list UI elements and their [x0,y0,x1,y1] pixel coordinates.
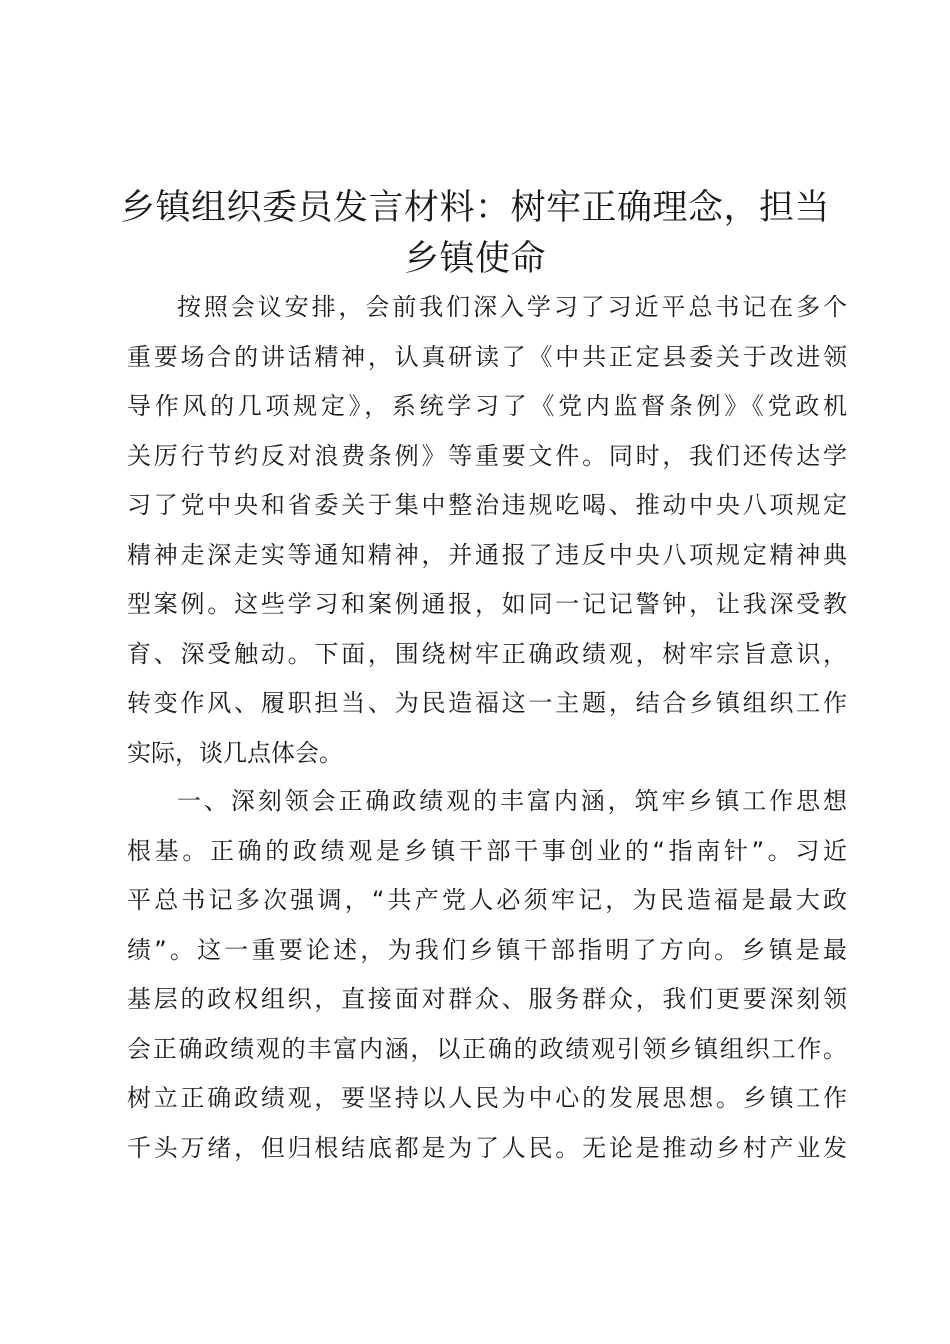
text-line: 重要场合的讲话精神，认真研读了《中共正定县委关于改进领 [127,342,847,371]
text-line: 会正确政绩观的丰富内涵，以正确的政绩观引领乡镇组织工作。 [127,1034,847,1063]
text-line: 基层的政权组织，直接面对群众、服务群众，我们更要深刻领 [127,985,847,1013]
title-line: 乡镇使命 [403,239,546,279]
text-line: 根基。正确的政绩观是乡镇干部干事创业的“指南针”。习近 [127,836,847,865]
text-line: 树立正确政绩观，要坚持以人民为中心的发展思想。乡镇工作 [127,1084,847,1112]
text-line: 一、深刻领会正确政绩观的丰富内涵，筑牢乡镇工作思想 [177,787,847,815]
text-line: 育、深受触动。下面，围绕树牢正确政绩观，树牢宗旨意识， [127,639,847,668]
paragraph-intro [127,283,847,778]
text-line: 习了党中央和省委关于集中整治违规吃喝、推动中央八项规定 [127,491,847,519]
text-line: 精神走深走实等通知精神，并通报了违反中央八项规定精神典 [127,540,847,569]
paragraph-section-one [127,777,847,1173]
text-line: 关厉行节约反对浪费条例》等重要文件。同时，我们还传达学 [127,441,847,470]
text-line: 绩”。这一重要论述，为我们乡镇干部指明了方向。乡镇是最 [127,935,847,964]
text-line: 实际，谈几点体会。 [127,738,343,767]
document-title [100,183,850,285]
text-line: 千头万绪，但归根结底都是为了人民。无论是推动乡村产业发 [127,1133,847,1162]
text-line: 型案例。这些学习和案例通报，如同一记记警钟，让我深受教 [127,590,847,618]
text-line: 导作风的几项规定》，系统学习了《党内监督条例》《党政机 [127,392,847,420]
text-line: 按照会议安排，会前我们深入学习了习近平总书记在多个 [177,293,847,321]
text-line: 转变作风、履职担当、为民造福这一主题，结合乡镇组织工作 [127,689,847,717]
text-line: 平总书记多次强调，“共产党人必须牢记，为民造福是最大政 [127,886,847,914]
title-line: 乡镇组织委员发言材料：树牢正确理念，担当 [119,188,830,228]
